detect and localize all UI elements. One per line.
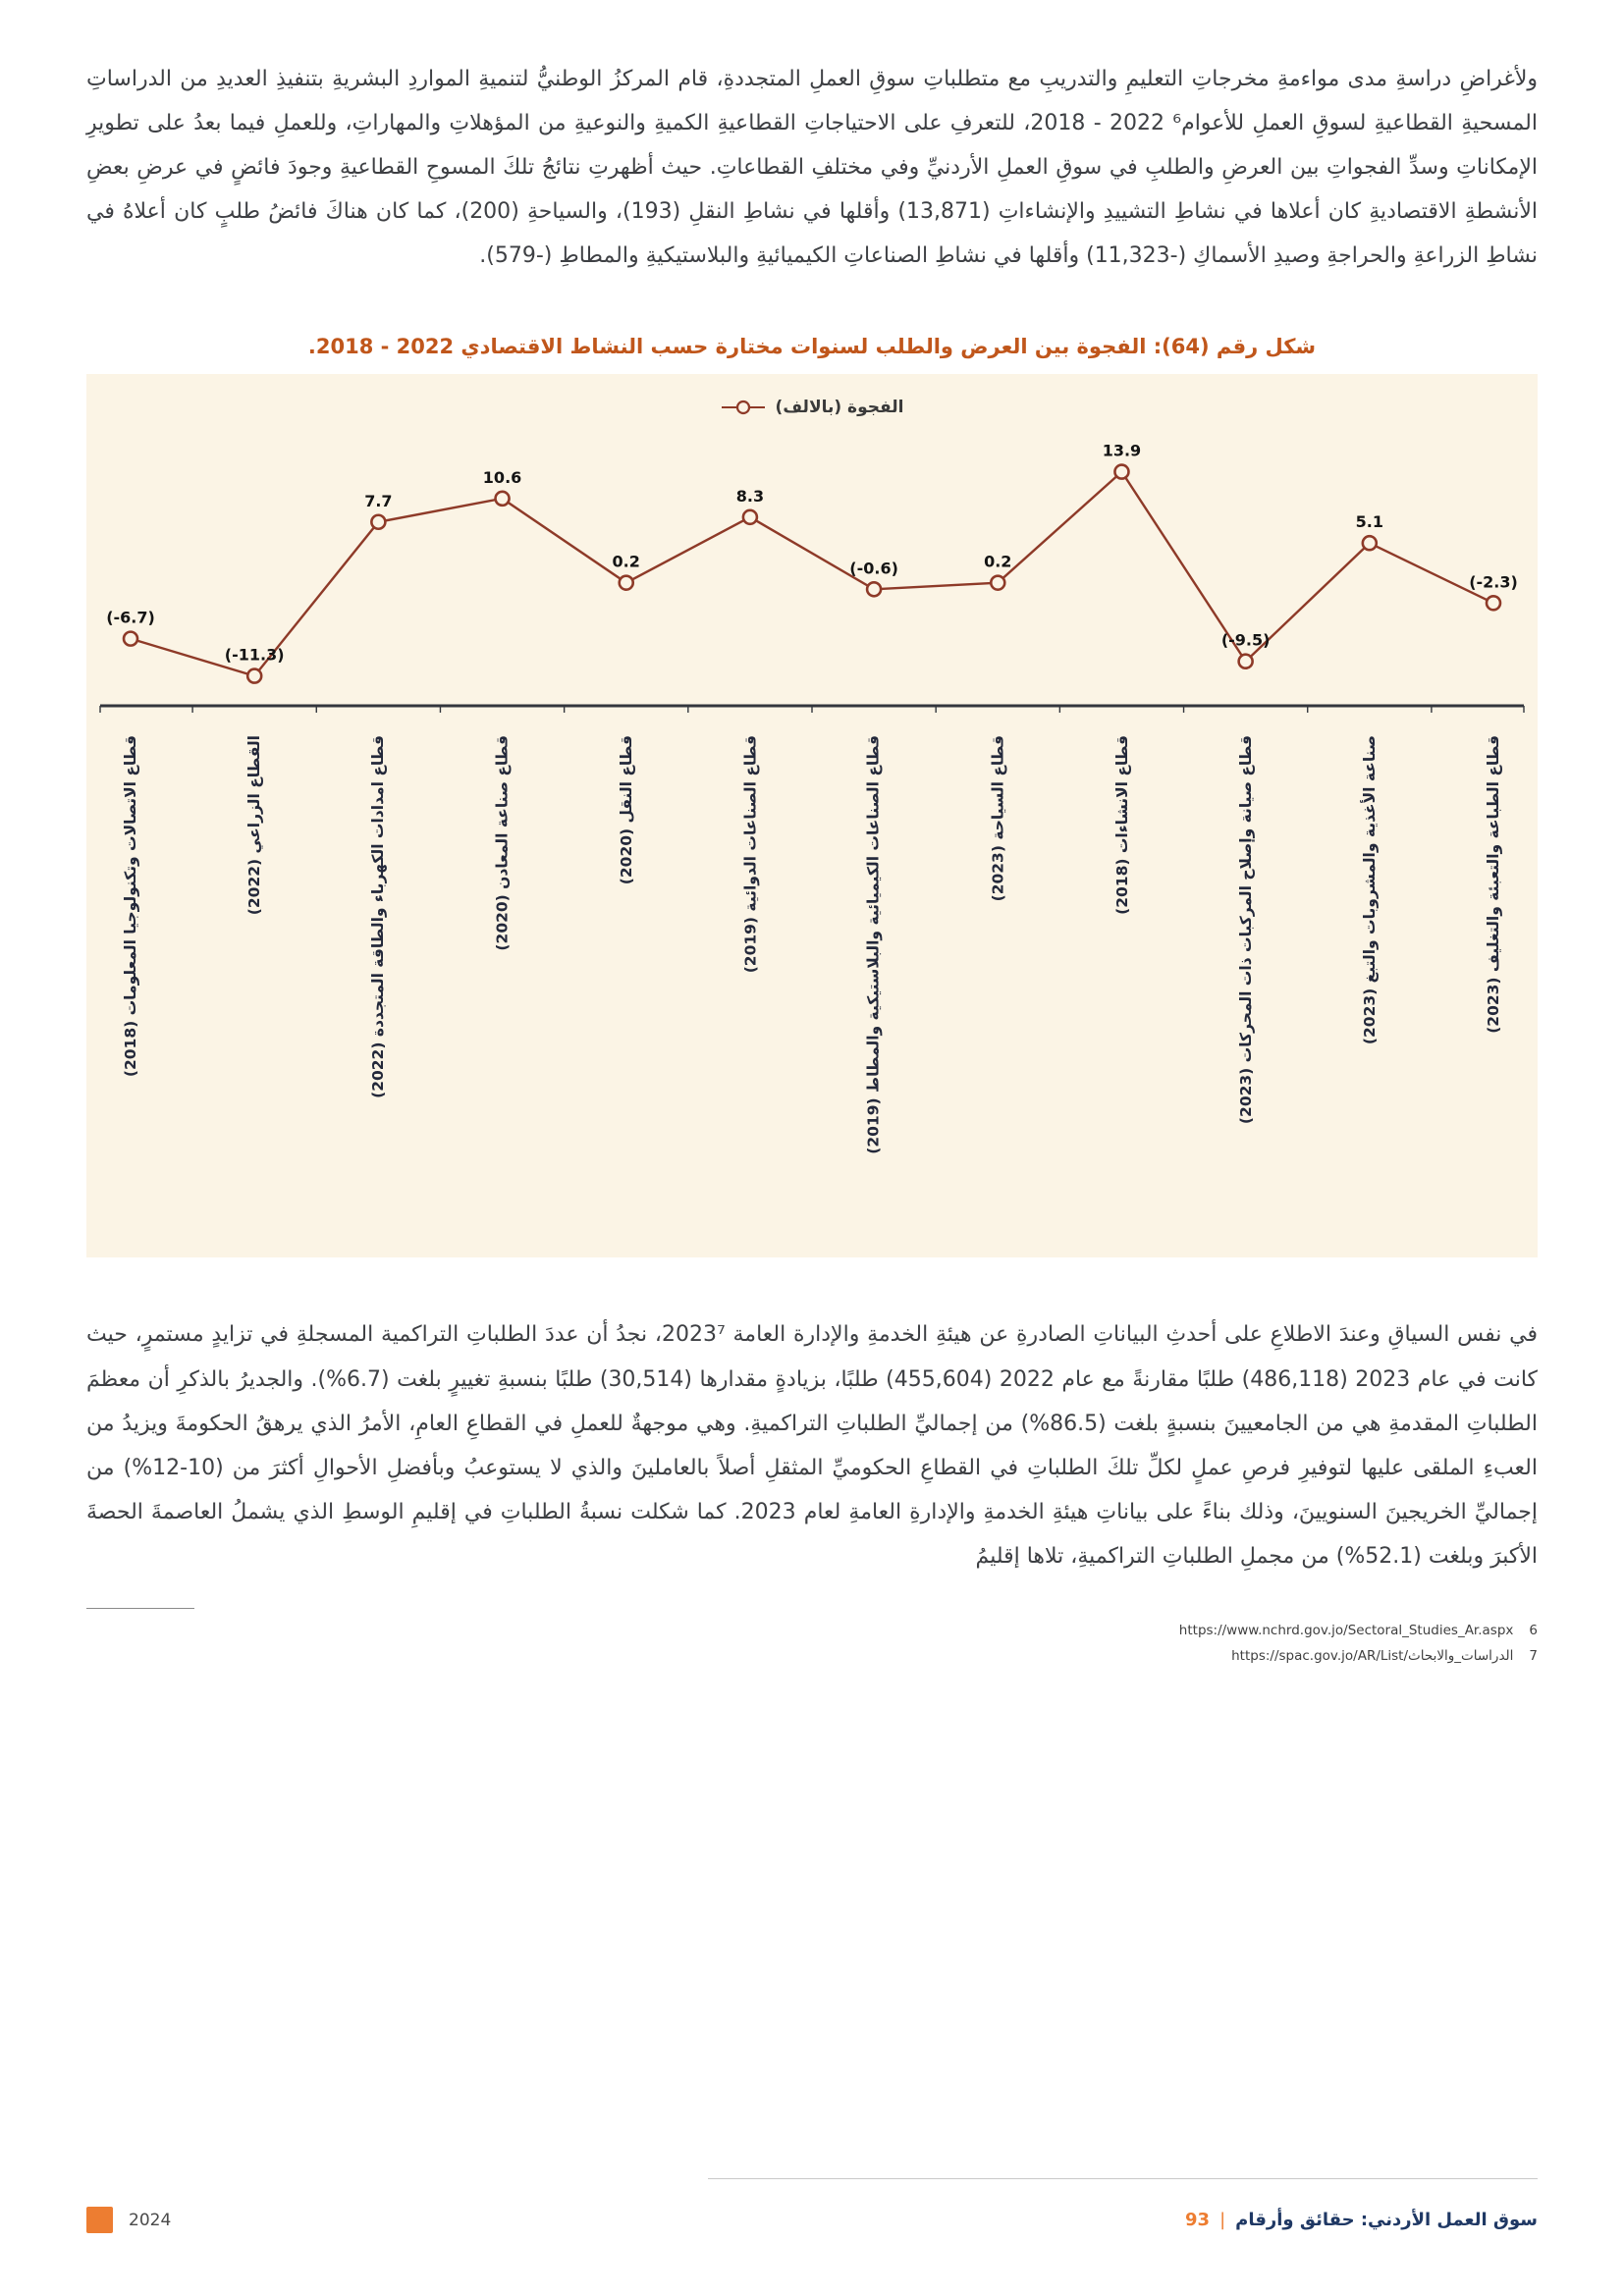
category-label: قطاع صيانة وإصلاح المركبات ذات المحركات (2023)	[1236, 735, 1255, 1125]
footnote-marker: 6	[1529, 1623, 1538, 1639]
footer-year: 2024	[129, 2210, 172, 2230]
data-point	[1239, 655, 1253, 668]
data-point	[496, 492, 510, 506]
data-point-label: (-6.7)	[106, 609, 155, 628]
category-label: صناعة الأغذية والمشروبات والتبغ (2023)	[1360, 735, 1379, 1045]
category-label: قطاع النقل (2020)	[617, 735, 635, 885]
data-point-label: 7.7	[364, 492, 393, 511]
data-point	[743, 510, 757, 524]
data-point-label: 8.3	[735, 487, 765, 507]
footer-left	[86, 2207, 171, 2233]
footer-separator: |	[1219, 2210, 1226, 2230]
data-point	[1363, 537, 1377, 551]
footnote-item	[86, 1619, 1538, 1644]
data-point-label: (-9.5)	[1220, 631, 1271, 651]
category-label: قطاع الصناعات الدوائية (2019)	[740, 735, 759, 974]
category-label: قطاع الطباعة والتعبئة والتغليف (2023)	[1485, 735, 1502, 1035]
data-point-label: (-2.3)	[1469, 572, 1518, 592]
category-label: القطاع الزراعي (2022)	[245, 735, 264, 916]
chart-legend	[86, 392, 1538, 423]
footnote-marker: 7	[1529, 1647, 1538, 1664]
chart-area	[86, 374, 1538, 1257]
page-footer	[86, 2178, 1538, 2233]
category-label: قطاع الاتصالات وتكنولوجيا المعلومات (2018)	[122, 735, 139, 1078]
data-point-label: 10.6	[482, 468, 522, 488]
footnote-separator	[86, 1608, 194, 1609]
footer-page-info	[1185, 2210, 1538, 2230]
line-chart-plot	[86, 423, 1538, 727]
footer-rule	[708, 2178, 1538, 2179]
page-number: 93	[1185, 2210, 1211, 2230]
data-point-label: 0.2	[984, 553, 1012, 572]
data-point-label: (-11.3)	[224, 646, 285, 666]
category-label: قطاع السياحة (2023)	[989, 735, 1007, 902]
data-point	[1114, 465, 1128, 479]
category-axis-labels	[86, 727, 1538, 1257]
footnote-link: https://spac.gov.jo/AR/List/الدراسات_والابحاث	[1231, 1647, 1514, 1664]
paragraph-bottom: في نفس السياقِ وعندَ الاطلاعِ على أحدثِ البياناتِ الصادرةِ عن هيئةِ الخدمةِ والإدارة العامة 2023⁷، نجدُ أن عددَ الطلباتِ التراكمية المسجلةِ في تزايدٍ مستمرٍ، حيث كانت في عام 2023 (486,118) طلبًا مقارنةً مع عام 2022 (455,604) طلبًا، بزيادةٍ مقدارها (30,514) طلبًا بنسبةِ تغييرٍ بلغت (6.7%). والجديرُ بالذكرِ أن معظمَ الطلباتِ المقدمةِ هي من الجامعيينَ بنسبةٍ بلغت (86.5%) من إجماليِّ الطلباتِ التراكميةِ. وهي موجهةٌ للعملِ في القطاعِ العامِ، الأمرُ الذي يرهقُ الحكومةَ ويزيدُ من العبءِ الملقى عليها لتوفيرِ فرصِ عملٍ لكلِّ تلكَ الطلباتِ في القطاعِ الحكوميِّ المثقلِ أصلاً بالعاملينَ والذي لا يستوعبُ وبأفضلِ الأحوالِ أكثرَ من (10-12%) من إجماليِّ الخريجينَ السنويينَ، وذلك بناءً على بياناتِ هيئةِ الخدمةِ والإدارةِ العامةِ لعام 2023. كما شكلت نسبةُ الطلباتِ في إقليمِ الوسطِ الذي يشملُ العاصمةَ الحصةَ الأكبرَ وبلغت (52.1%) من مجملِ الطلباتِ التراكميةِ، تلاها إقليمُ	[86, 1322, 1539, 1569]
legend-label: الفجوة (بالالف)	[775, 398, 904, 418]
trend-line	[131, 472, 1493, 676]
data-point	[991, 576, 1004, 590]
report-title: سوق العمل الأردني: حقائق وأرقام	[1235, 2210, 1538, 2230]
category-label: قطاع صناعة المعادن (2020)	[493, 735, 512, 952]
data-point	[867, 583, 881, 597]
data-point-label: 5.1	[1355, 512, 1383, 532]
data-point-label: 13.9	[1102, 442, 1142, 461]
category-label: قطاع الصناعات الكيميائية والبلاستيكية والمطاط (2019)	[865, 735, 884, 1155]
category-label: قطاع امدادات الكهرباء والطاقة المتجددة (2022)	[369, 735, 388, 1099]
legend-line-marker-icon	[721, 400, 766, 415]
paragraph-top: ولأغراضِ دراسةِ مدى مواءمةِ مخرجاتِ التعليمِ والتدريبِ مع متطلباتِ سوقِ العملِ المتجددةِ، قام المركزُ الوطنيُّ لتنميةِ المواردِ البشريةِ بتنفيذِ العديدِ من الدراساتِ المسحيةِ القطاعيةِ لسوقِ العملِ للأعوام⁶ ⁦2018 - 2022⁩، للتعرفِ على الاحتياجاتِ القطاعيةِ الكميةِ والنوعيةِ من المؤهلاتِ والمهاراتِ، وللعملِ فيما بعدُ على تطويرِ الإمكاناتِ وسدِّ الفجواتِ بين العرضِ والطلبِ في سوقِ العملِ الأردنيِّ وفي مختلفِ القطاعاتِ. حيث أظهرتِ نتائجُ تلكَ المسوحِ القطاعيةِ وجودَ فائضٍ في عرضِ بعضِ الأنشطةِ الاقتصاديةِ كان أعلاها في نشاطِ التشييدِ والإنشاءاتِ (13,871) وأقلها في نشاطِ النقلِ (193)، والسياحةِ (200)، كما كان هناكَ فائضُ طلبٍ كان أعلاهُ في نشاطِ الزراعةِ والحراجةِ وصيدِ الأسماكِ (-11,323) وأقلها في نشاطِ الصناعاتِ الكيميائيةِ والبلاستيكيةِ والمطاطِ (-579).	[86, 67, 1538, 269]
data-point	[620, 576, 633, 590]
data-point	[371, 515, 385, 529]
data-point	[124, 632, 137, 646]
data-point-label: 0.2	[612, 553, 640, 572]
footnotes	[86, 1619, 1538, 1669]
category-label: قطاع الانشاءات (2018)	[1112, 735, 1131, 916]
data-point	[247, 669, 261, 683]
footnote-link: https://www.nchrd.gov.jo/Sectoral_Studies_Ar.aspx	[1178, 1623, 1514, 1639]
footer-accent-square-icon	[86, 2207, 113, 2233]
data-point	[1487, 597, 1500, 611]
footnote-item	[86, 1644, 1538, 1670]
figure-title: شكل رقم (64): الفجوة بين العرض والطلب لسنوات مختارة حسب النشاط الاقتصادي ⁦2018 - 2022⁩.	[307, 335, 1317, 359]
data-point-label: (-0.6)	[849, 559, 898, 578]
